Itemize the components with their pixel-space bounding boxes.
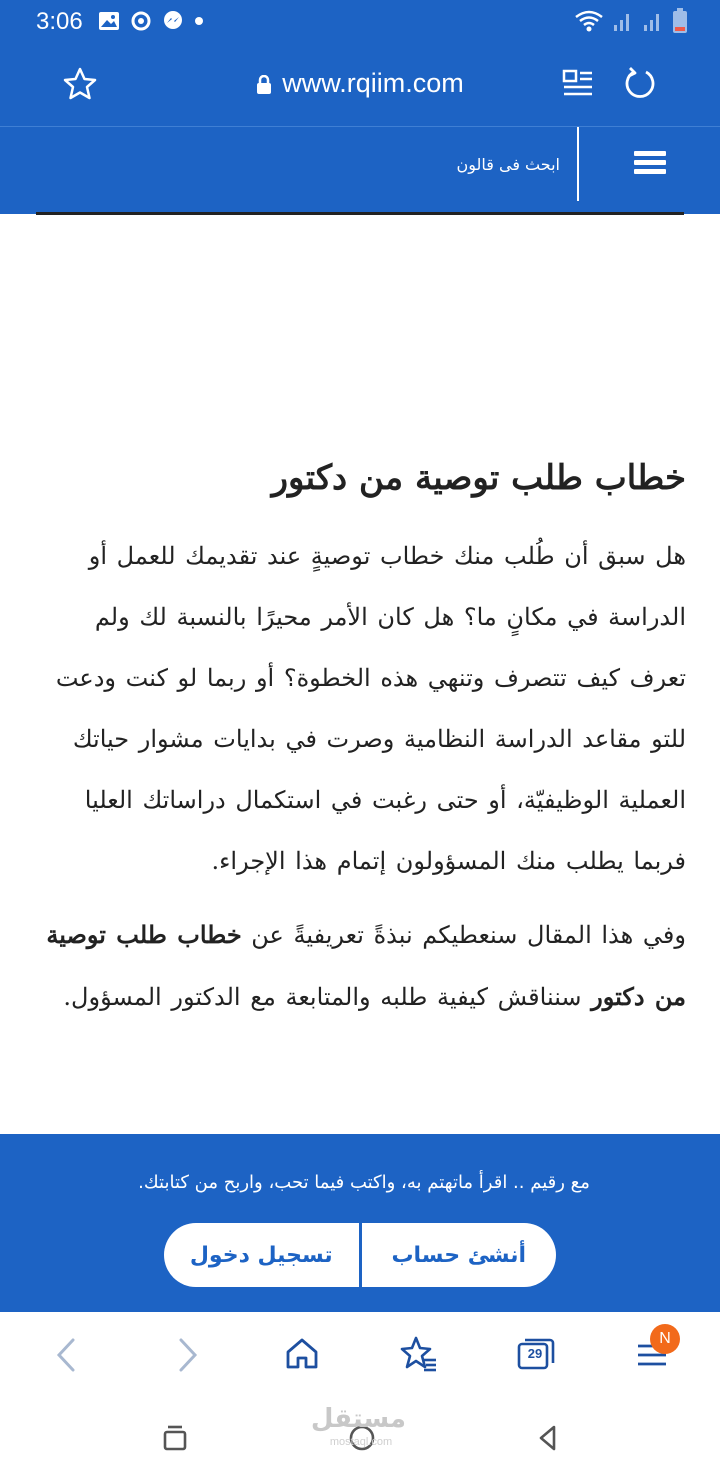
sync-icon (130, 10, 152, 32)
login-button[interactable]: تسجيل دخول (189, 1242, 333, 1268)
tabs-button[interactable] (516, 1336, 556, 1372)
url-text: www.rqiim.com (282, 68, 464, 98)
browser-url-bar (0, 44, 720, 126)
url-field[interactable] (0, 68, 720, 99)
battery-icon (672, 8, 688, 34)
article-title: خطاب طلب توصية من دكتور (271, 458, 686, 498)
article (44, 442, 686, 1028)
article-paragraph-2 (44, 904, 686, 1028)
back-arrow-icon[interactable] (54, 1336, 78, 1374)
banner-text: مع رقيم .. اقرأ ماتهتم به، واكتب فيما تحب، واربح من كتابتك. (138, 1172, 590, 1193)
dot-icon (194, 16, 204, 26)
bookmarks-icon[interactable] (398, 1336, 438, 1372)
forward-arrow-icon[interactable] (176, 1336, 200, 1374)
watermark-subtext: mostaql.com (329, 1436, 393, 1448)
home-icon[interactable] (284, 1336, 320, 1372)
back-triangle-icon[interactable] (536, 1424, 558, 1452)
hamburger-menu-icon[interactable] (634, 151, 666, 175)
signup-banner (0, 1134, 720, 1312)
system-status-icons (574, 7, 688, 35)
watermark-logo: مستقل (310, 1404, 406, 1434)
lock-icon (256, 75, 272, 95)
paragraph-2-rest: سنناقش كيفية طلبه والمتابعة مع الدكتور المسؤول. (63, 983, 592, 1011)
reload-icon[interactable] (622, 66, 658, 102)
signal-icon (612, 9, 634, 33)
browser-toolbar (0, 1312, 720, 1400)
reader-mode-icon[interactable] (562, 68, 594, 100)
site-header (0, 126, 720, 214)
header-divider (577, 127, 579, 201)
create-account-button[interactable]: أنشئ حساب (391, 1242, 527, 1268)
notification-badge: N (650, 1324, 680, 1354)
paragraph-2-keyword: خطاب طلب توصية من دكتور (46, 920, 686, 1011)
image-icon (98, 11, 120, 31)
auth-buttons (164, 1223, 556, 1287)
recent-apps-icon[interactable] (162, 1424, 188, 1452)
content-divider (36, 212, 684, 215)
wifi-icon (574, 9, 604, 33)
article-paragraph-1: هل سبق أن طُلب منك خطاب توصيةٍ عند تقديمك للعمل أو الدراسة في مكانٍ ما؟ هل كان الأمر محيرًا بالنسبة لك ولم تعرف كيف تتصرف وتنهي هذه الخطوة؟ أو ربما لو كنت ودعت للتو مقاعد الدراسة النظامية وصرت في بدايات مشوار حياتك العملية الوظيفيّة، أو حتى رغبت في استكمال دراساتك العليا فربما يطلب منك المسؤولون إتمام هذا الإجراء. (55, 542, 686, 875)
status-bar (0, 0, 720, 44)
messenger-icon (162, 10, 184, 32)
status-time: 3:06 (36, 8, 83, 35)
notification-icons (98, 8, 204, 34)
tab-count: 29 (527, 1346, 543, 1361)
signal-icon (642, 9, 664, 33)
search-link[interactable]: ابحث فى قالون (456, 155, 560, 174)
paragraph-2-intro: وفي هذا المقال سنعطيكم نبذةً تعريفيةً عن (241, 921, 686, 949)
